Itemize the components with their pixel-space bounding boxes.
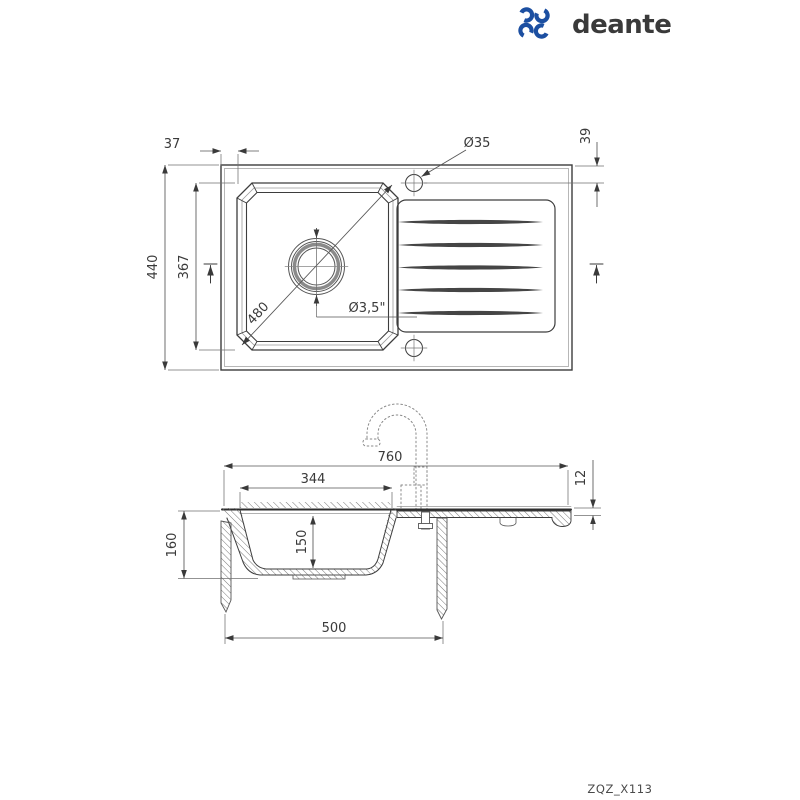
section-plane-marks <box>204 264 603 283</box>
top-view-dimension-labels <box>146 128 594 328</box>
dim-bowl-inner-length: 344 <box>300 472 326 487</box>
top-view-dimensions <box>165 142 604 370</box>
dim-tap-hole-from-edge: 39 <box>579 127 594 145</box>
deante-pinwheel-icon <box>519 8 550 39</box>
tap-hole-top <box>401 170 427 196</box>
dim-bowl-depth: 367 <box>177 254 192 280</box>
dim-rim-thickness: 12 <box>574 469 589 487</box>
top-view <box>204 165 603 370</box>
deante-logo <box>519 8 672 40</box>
cabinet-wall-right <box>437 518 447 619</box>
dim-overall-depth: 440 <box>146 254 161 280</box>
brand-wordmark: deante <box>572 10 672 40</box>
tap-hole-bottom <box>401 335 427 361</box>
dim-edge-to-bowl: 37 <box>163 137 181 152</box>
dim-drain-diameter: Ø3,5" <box>348 301 386 316</box>
dim-bowl-diagonal: 480 <box>244 299 273 328</box>
drainboard-grooves <box>398 220 543 315</box>
drainboard <box>397 200 555 332</box>
dim-tap-hole-diameter: Ø35 <box>463 136 491 151</box>
dim-cabinet-min-width: 500 <box>321 621 347 636</box>
section-view <box>221 404 571 619</box>
dim-bowl-outer-depth: 160 <box>165 532 180 558</box>
part-number: ZQZ_X113 <box>587 782 653 796</box>
dim-overall-length: 760 <box>377 450 403 465</box>
dim-bowl-inner-depth: 150 <box>295 529 310 555</box>
cabinet-wall-left <box>221 521 231 612</box>
